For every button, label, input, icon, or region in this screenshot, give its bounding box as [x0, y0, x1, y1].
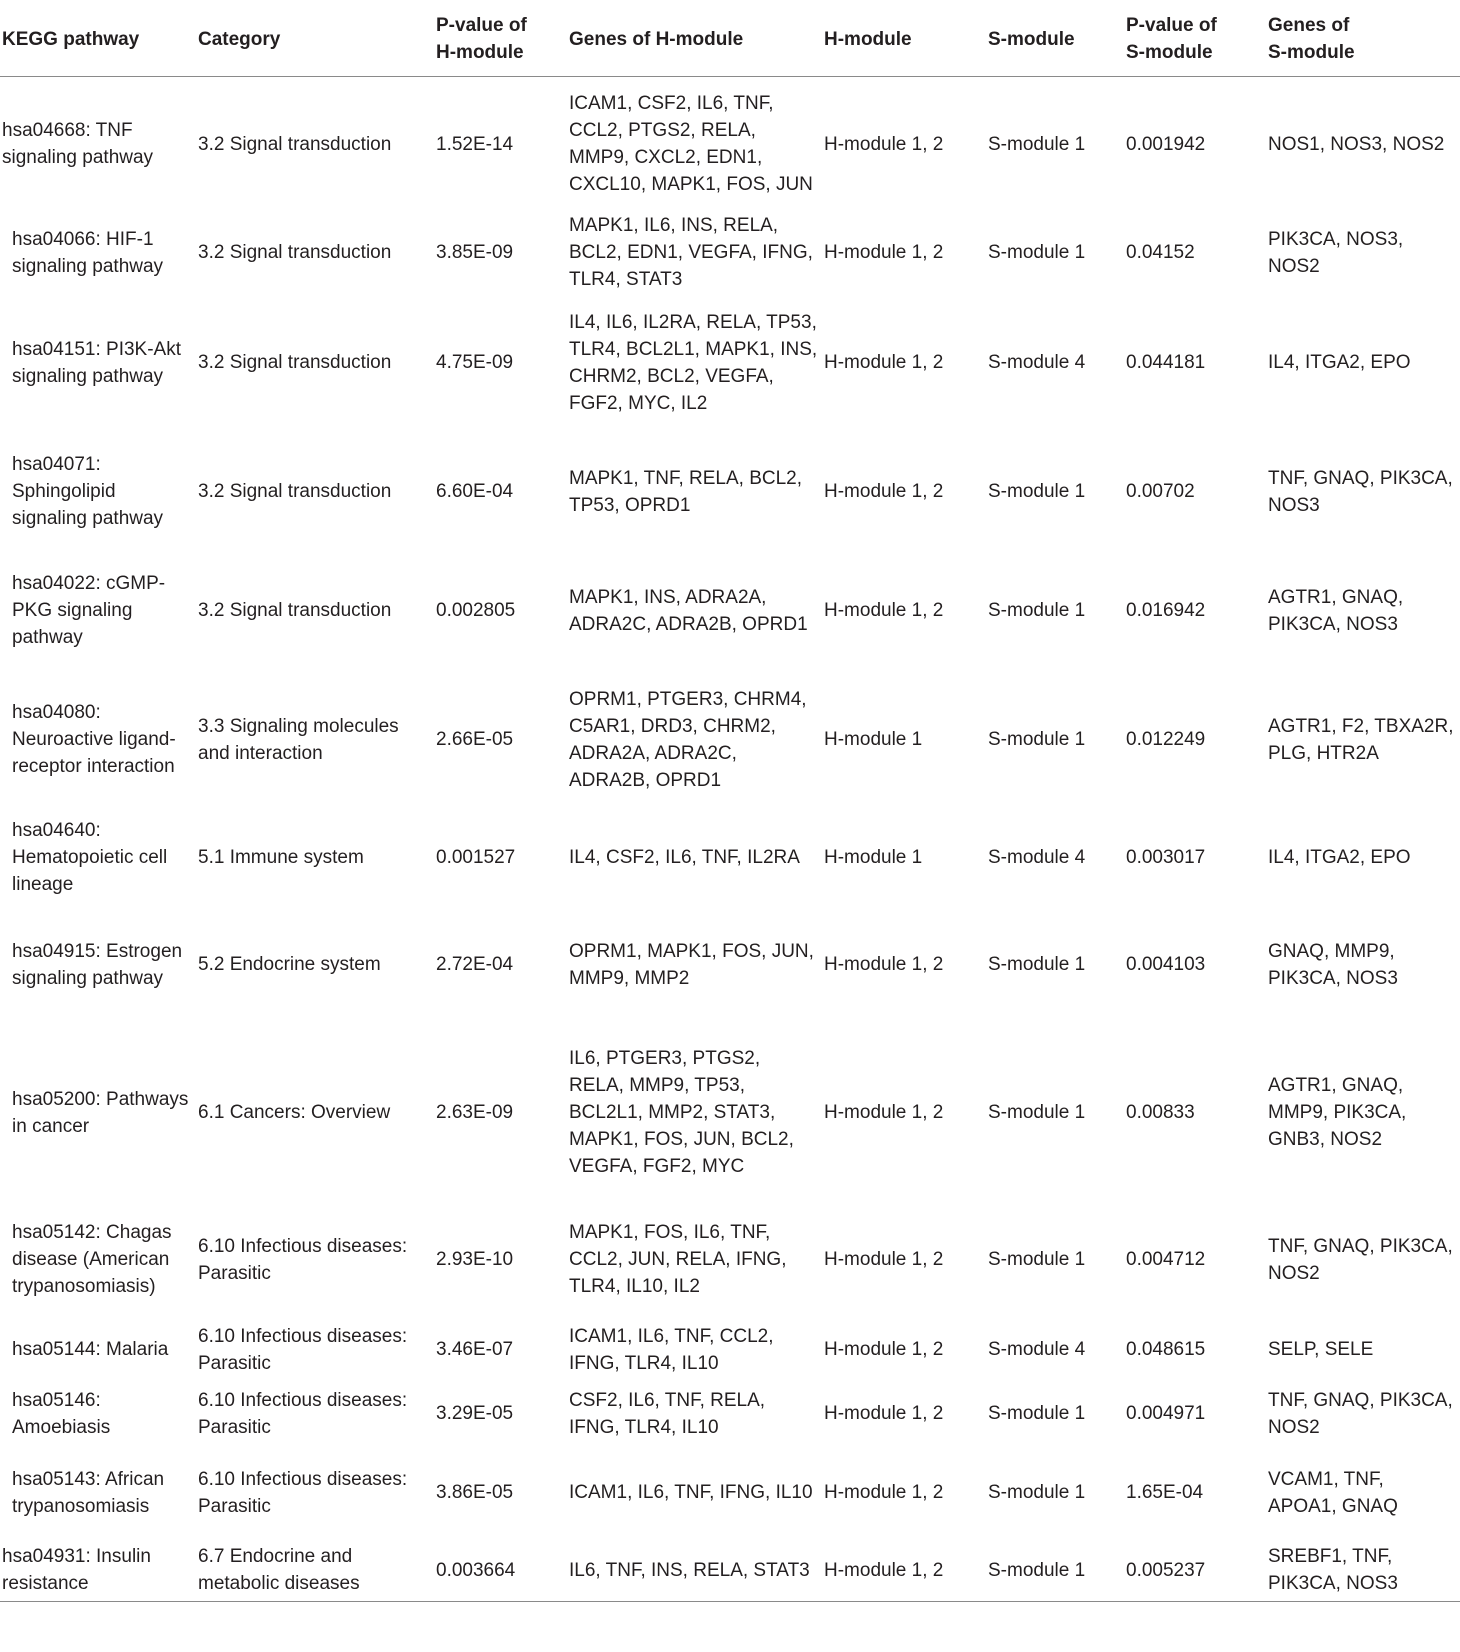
genes-s-cell: AGTR1, GNAQ, MMP9, PIK3CA, GNB3, NOS2 [1268, 1075, 1407, 1150]
table-row [0, 1446, 1460, 1540]
table-row [0, 1382, 1460, 1446]
genes-s-cell: IL4, ITGA2, EPO [1268, 352, 1411, 373]
header-p-value-s-module: P-value of S-module [1126, 0, 1268, 77]
p-value-h-cell: 3.85E-09 [436, 242, 514, 263]
p-value-h-cell: 3.86E-05 [436, 1482, 514, 1503]
header-p-value-h-module: P-value of H-module [436, 0, 569, 77]
p-value-h-cell: 0.002805 [436, 600, 516, 621]
category-cell: 3.3 Signaling molecules and interaction [198, 715, 399, 764]
pathway-cell: hsa05146: Amoebiasis [12, 1389, 111, 1438]
genes-h-cell: MAPK1, INS, ADRA2A, ADRA2C, ADRA2B, OPRD1 [569, 586, 808, 635]
s-module-cell: S-module 1 [988, 1540, 1126, 1602]
p-value-s-cell: 0.00702 [1126, 481, 1195, 502]
h-module-cell: H-module 1, 2 [824, 600, 944, 621]
pathway-cell: hsa04151: PI3K-Akt signaling pathway [12, 338, 181, 387]
category-cell: 6.1 Cancers: Overview [198, 1102, 391, 1123]
genes-h-cell: MAPK1, TNF, RELA, BCL2, TP53, OPRD1 [569, 467, 803, 516]
p-value-h-cell: 0.001527 [436, 847, 516, 868]
pathway-cell: hsa05200: Pathways in cancer [12, 1088, 189, 1137]
category-cell: 3.2 Signal transduction [198, 242, 392, 263]
s-module-cell: S-module 1 [988, 954, 1086, 975]
category-cell: 3.2 Signal transduction [198, 352, 392, 373]
category-cell: 3.2 Signal transduction [198, 133, 392, 155]
genes-s-cell: VCAM1, TNF, APOA1, GNAQ [1268, 1468, 1398, 1517]
h-module-cell: H-module 1, 2 [824, 954, 944, 975]
genes-s-cell: TNF, GNAQ, PIK3CA, NOS2 [1268, 1389, 1453, 1438]
genes-s-cell: AGTR1, F2, TBXA2R, PLG, HTR2A [1268, 715, 1454, 764]
genes-h-cell: MAPK1, IL6, INS, RELA, BCL2, EDN1, VEGFA, IFNG, TLR4, STAT3 [569, 215, 813, 290]
genes-h-cell: ICAM1, IL6, TNF, IFNG, IL10 [569, 1482, 813, 1503]
p-value-s-cell: 0.00833 [1126, 1102, 1195, 1123]
h-module-cell: H-module 1, 2 [824, 1403, 944, 1424]
genes-h-cell: CSF2, IL6, TNF, RELA, IFNG, TLR4, IL10 [569, 1389, 766, 1438]
s-module-cell: S-module 1 [988, 133, 1086, 155]
table-header [0, 0, 1460, 77]
category-cell: 6.10 Infectious diseases: Parasitic [198, 1468, 408, 1517]
header-genes-s-module: Genes of S-module [1268, 0, 1460, 77]
table-body [0, 77, 1460, 1602]
category-cell: 3.2 Signal transduction [198, 481, 392, 502]
genes-s-cell: IL4, ITGA2, EPO [1268, 847, 1411, 868]
s-module-cell: S-module 1 [988, 1482, 1086, 1503]
h-module-cell: H-module 1, 2 [824, 133, 944, 155]
genes-s-cell: PIK3CA, NOS3, NOS2 [1268, 228, 1404, 277]
p-value-s-cell: 0.003017 [1126, 847, 1206, 868]
genes-h-cell: OPRM1, PTGER3, CHRM4, C5AR1, DRD3, CHRM2, ADRA2A, ADRA2C, ADRA2B, OPRD1 [569, 688, 807, 791]
header-h-module: H-module [824, 0, 988, 77]
pathway-cell: hsa05142: Chagas disease (American trypanosomiasis) [12, 1222, 172, 1297]
s-module-cell: S-module 4 [988, 1339, 1086, 1360]
pathway-cell: hsa05143: African trypanosomiasis [12, 1468, 165, 1517]
s-module-cell: S-module 1 [988, 481, 1086, 502]
p-value-h-cell: 3.29E-05 [436, 1403, 514, 1424]
table-row [0, 1540, 1460, 1602]
s-module-cell: S-module 1 [988, 729, 1086, 750]
category-cell: 5.2 Endocrine system [198, 954, 381, 975]
p-value-s-cell: 0.004103 [1126, 954, 1206, 975]
p-value-s-cell: 0.044181 [1126, 352, 1206, 373]
p-value-h-cell: 3.46E-07 [436, 1339, 514, 1360]
s-module-cell: S-module 1 [988, 242, 1086, 263]
category-cell: 6.10 Infectious diseases: Parasitic [198, 1325, 408, 1374]
p-value-s-cell: 0.004712 [1126, 1249, 1206, 1270]
p-value-s-cell: 0.012249 [1126, 729, 1206, 750]
p-value-s-cell: 0.048615 [1126, 1339, 1206, 1360]
s-module-cell: S-module 1 [988, 1102, 1086, 1123]
s-module-cell: S-module 4 [988, 847, 1086, 868]
table-row [0, 294, 1460, 432]
s-module-cell: S-module 1 [988, 1403, 1086, 1424]
table-row [0, 212, 1460, 294]
genes-h-cell: MAPK1, FOS, IL6, TNF, CCL2, JUN, RELA, IFNG, TLR4, IL10, IL2 [569, 1222, 787, 1297]
genes-s-cell: SELP, SELE [1268, 1339, 1374, 1360]
table-row [0, 670, 1460, 810]
genes-h-cell: ICAM1, IL6, TNF, CCL2, IFNG, TLR4, IL10 [569, 1325, 774, 1374]
s-module-cell: S-module 4 [988, 352, 1086, 373]
table-row [0, 810, 1460, 906]
s-module-cell: S-module 1 [988, 1249, 1086, 1270]
genes-h-cell: ICAM1, CSF2, IL6, TNF, CCL2, PTGS2, RELA, MMP9, CXCL2, EDN1, CXCL10, MAPK1, FOS, JUN [569, 93, 813, 196]
pathway-cell: hsa04071: Sphingolipid signaling pathway [12, 454, 164, 529]
header-row [0, 0, 1460, 77]
genes-h-cell: IL6, PTGER3, PTGS2, RELA, MMP9, TP53, BCL2L1, MMP2, STAT3, MAPK1, FOS, JUN, BCL2, VEGFA, FGF2, MYC [569, 1048, 794, 1177]
p-value-h-cell: 1.52E-14 [436, 133, 514, 155]
p-value-s-cell: 0.004971 [1126, 1403, 1206, 1424]
genes-s-cell: TNF, GNAQ, PIK3CA, NOS3 [1268, 467, 1453, 516]
category-cell: 6.10 Infectious diseases: Parasitic [198, 1389, 408, 1438]
table-row [0, 906, 1460, 1024]
p-value-s-cell: 0.04152 [1126, 242, 1195, 263]
pathway-cell: hsa05144: Malaria [12, 1339, 169, 1360]
h-module-cell: H-module 1, 2 [824, 1540, 988, 1602]
h-module-cell: H-module 1, 2 [824, 481, 944, 502]
pathway-cell: hsa04668: TNF signaling pathway [2, 120, 154, 169]
pathway-cell: hsa04931: Insulin resistance [0, 1540, 198, 1602]
pathway-cell: hsa04915: Estrogen signaling pathway [12, 940, 183, 989]
h-module-cell: H-module 1, 2 [824, 352, 944, 373]
pathway-cell: hsa04066: HIF-1 signaling pathway [12, 228, 164, 277]
pathway-cell: hsa04022: cGMP-PKG signaling pathway [12, 573, 166, 648]
genes-h-cell: OPRM1, MAPK1, FOS, JUN, MMP9, MMP2 [569, 940, 814, 989]
genes-h-cell: IL4, IL6, IL2RA, RELA, TP53, TLR4, BCL2L1, MAPK1, INS, CHRM2, BCL2, VEGFA, FGF2, MYC, IL2 [569, 311, 818, 414]
genes-h-cell: IL4, CSF2, IL6, TNF, IL2RA [569, 847, 800, 868]
category-cell: 5.1 Immune system [198, 847, 364, 868]
genes-h-cell: IL6, TNF, INS, RELA, STAT3 [569, 1540, 824, 1602]
p-value-h-cell: 0.003664 [436, 1540, 569, 1602]
genes-s-cell: GNAQ, MMP9, PIK3CA, NOS3 [1268, 940, 1398, 989]
h-module-cell: H-module 1, 2 [824, 1339, 944, 1360]
p-value-s-cell: 0.001942 [1126, 133, 1206, 155]
table-row [0, 1024, 1460, 1202]
table-row [0, 552, 1460, 670]
p-value-s-cell: 0.016942 [1126, 600, 1206, 621]
table-row [0, 1202, 1460, 1318]
h-module-cell: H-module 1, 2 [824, 1102, 944, 1123]
table-row [0, 1318, 1460, 1382]
h-module-cell: H-module 1, 2 [824, 1249, 944, 1270]
p-value-h-cell: 2.63E-09 [436, 1102, 514, 1123]
p-value-h-cell: 6.60E-04 [436, 481, 514, 502]
genes-s-cell: AGTR1, GNAQ, PIK3CA, NOS3 [1268, 586, 1404, 635]
h-module-cell: H-module 1 [824, 729, 923, 750]
header-kegg-pathway: KEGG pathway [0, 0, 198, 77]
header-category: Category [198, 0, 436, 77]
table-row [0, 77, 1460, 212]
h-module-cell: H-module 1, 2 [824, 242, 944, 263]
p-value-h-cell: 2.93E-10 [436, 1249, 514, 1270]
p-value-s-cell: 0.005237 [1126, 1540, 1268, 1602]
category-cell: 6.10 Infectious diseases: Parasitic [198, 1235, 408, 1284]
category-cell: 3.2 Signal transduction [198, 600, 392, 621]
table-row [0, 432, 1460, 552]
p-value-s-cell: 1.65E-04 [1126, 1482, 1204, 1503]
header-s-module: S-module [988, 0, 1126, 77]
pathway-cell: hsa04080: Neuroactive ligand-receptor interaction [12, 702, 176, 777]
genes-s-cell: TNF, GNAQ, PIK3CA, NOS2 [1268, 1235, 1453, 1284]
pathway-cell: hsa04640: Hematopoietic cell lineage [12, 820, 168, 895]
p-value-h-cell: 2.66E-05 [436, 729, 514, 750]
genes-s-cell: SREBF1, TNF, PIK3CA, NOS3 [1268, 1540, 1460, 1602]
h-module-cell: H-module 1 [824, 847, 923, 868]
s-module-cell: S-module 1 [988, 600, 1086, 621]
genes-s-cell: NOS1, NOS3, NOS2 [1268, 133, 1445, 155]
p-value-h-cell: 4.75E-09 [436, 352, 514, 373]
h-module-cell: H-module 1, 2 [824, 1482, 944, 1503]
p-value-h-cell: 2.72E-04 [436, 954, 514, 975]
header-genes-h-module: Genes of H-module [569, 0, 824, 77]
category-cell: 6.7 Endocrine and metabolic diseases [198, 1540, 436, 1602]
